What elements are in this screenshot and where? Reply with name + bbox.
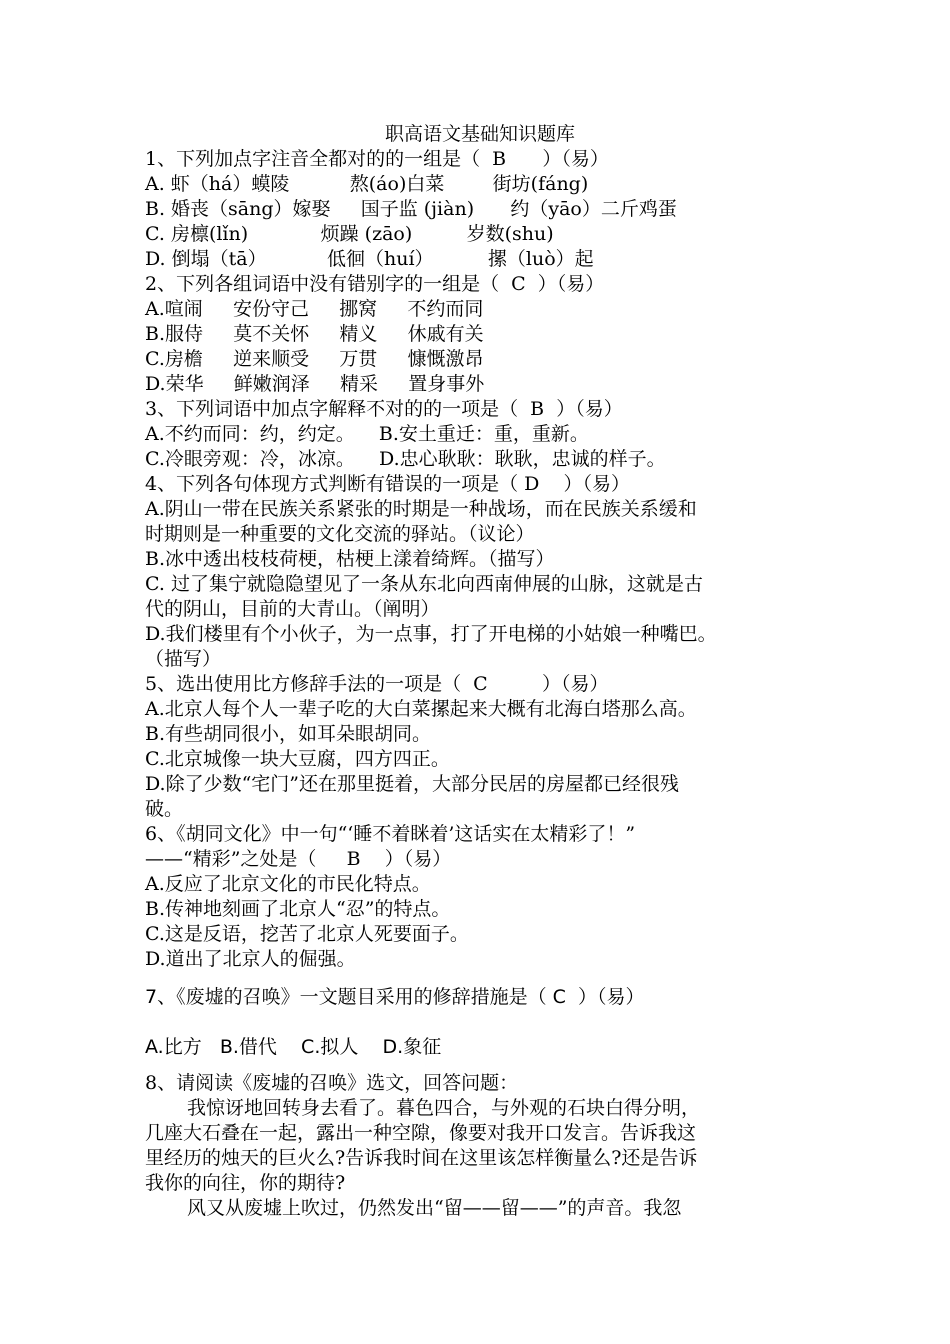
q2-stem: 2、下列各组词语中没有错别字的一组是（ C ）（易）	[145, 273, 605, 295]
q3-options-cd: C.冷眼旁观：冷，冰凉。 D.忠心耿耿：耿耿，忠诚的样子。	[145, 448, 666, 470]
q2-option-d: D.荣华 鲜嫩润泽 精采 置身事外	[145, 373, 485, 395]
q6-stem-line1: 6、《胡同文化》中一句“‘睡不着眯着’这话实在太精彩了！”	[145, 823, 636, 845]
document-title: 职高语文基础知识题库	[384, 123, 575, 145]
q4-option-b: B.冰中透出枝枝荷梗，枯梗上漾着绮辉。（描写）	[145, 548, 555, 570]
q3-options-ab: A.不约而同：约，约定。 B.安土重迁：重，重新。	[145, 423, 589, 445]
q4-option-c-line2: 代的阴山，目前的大青山。（阐明）	[145, 598, 440, 620]
q2-option-a: A.喧闹 安份守己 挪窝 不约而同	[145, 298, 484, 320]
q4-option-d-line1: D.我们楼里有个小伙子，为一点事，打了开电梯的小姑娘一种嘴巴。	[145, 623, 717, 645]
q6-option-c: C.这是反语，挖苦了北京人死要面子。	[145, 923, 469, 945]
q2-option-c: C.房檐 逆来顺受 万贯 慷慨激昂	[145, 348, 484, 370]
q8-stem: 8、请阅读《废墟的召唤》选文，回答问题：	[145, 1072, 519, 1094]
q7-options: A.比方 B.借代 C.拟人 D.象征	[145, 1036, 442, 1058]
passage-line-2: 几座大石叠在一起，露出一种空隙，像要对我开口发言。告诉我这	[145, 1122, 697, 1144]
q4-option-d-line2: （描写）	[145, 648, 222, 670]
q1-stem: 1、下列加点字注音全都对的的一组是（ B ）（易）	[145, 148, 609, 170]
q1-option-a: A. 虾（há）蟆陵 熬(áo)白菜 街坊(fáng)	[145, 173, 589, 195]
q5-option-c: C.北京城像一块大豆腐，四方四正。	[145, 748, 450, 770]
q7-stem: 7、《废墟的召唤》一文题目采用的修辞措施是（ C ）（易）	[145, 986, 645, 1008]
q1-option-b: B. 婚丧（sāng）嫁娶 国子监 (jiàn) 约（yāo）二斤鸡蛋	[145, 198, 677, 220]
q5-option-a: A.北京人每个人一辈子吃的大白菜摞起来大概有北海白塔那么高。	[145, 698, 697, 720]
q4-option-a-line1: A.阴山一带在民族关系紧张的时期是一种战场，而在民族关系缓和	[145, 498, 697, 520]
passage-line-4: 我你的向往，你的期待?	[145, 1172, 346, 1194]
q1-option-c: C. 房檩(lǐn) 烦躁 (zāo) 岁数(shu)	[145, 223, 554, 245]
q5-option-b: B.有些胡同很小，如耳朵眼胡同。	[145, 723, 432, 745]
q6-option-b: B.传神地刻画了北京人“忍”的特点。	[145, 898, 451, 920]
passage-line-1: 我惊讶地回转身去看了。暮色四合，与外观的石块白得分明，	[187, 1097, 701, 1119]
q4-stem: 4、下列各句体现方式判断有错误的一项是（ D ）（易）	[145, 473, 631, 495]
passage-line-5: 风又从废墟上吹过，仍然发出“留——留——”的声音。我忽	[187, 1197, 682, 1219]
q6-stem-line2: ——“精彩”之处是（ B ）（易）	[145, 848, 452, 870]
q3-stem: 3、下列词语中加点字解释不对的的一项是（ B ）（易）	[145, 398, 623, 420]
document-page	[145, 122, 815, 1221]
q4-option-c-line1: C. 过了集宁就隐隐望见了一条从东北向西南伸展的山脉，这就是古	[145, 573, 703, 595]
q5-stem: 5、选出使用比方修辞手法的一项是（ C ）（易）	[145, 673, 609, 695]
q1-option-d: D. 倒塌（tā） 低徊（huí） 摞（luò）起	[145, 248, 594, 270]
passage-line-3: 里经历的烛天的巨火么?告诉我时间在这里该怎样衡量么?还是告诉	[145, 1147, 698, 1169]
q6-option-d: D.道出了北京人的倔强。	[145, 948, 356, 970]
q4-option-a-line2: 时期则是一种重要的文化交流的驿站。（议论）	[145, 523, 535, 545]
q5-option-d-line1: D.除了少数“宅门”还在那里挺着，大部分民居的房屋都已经很残	[145, 773, 680, 795]
q6-option-a: A.反应了北京文化的市民化特点。	[145, 873, 431, 895]
q5-option-d-line2: 破。	[145, 798, 184, 820]
q2-option-b: B.服侍 莫不关怀 精义 休戚有关	[145, 323, 484, 345]
